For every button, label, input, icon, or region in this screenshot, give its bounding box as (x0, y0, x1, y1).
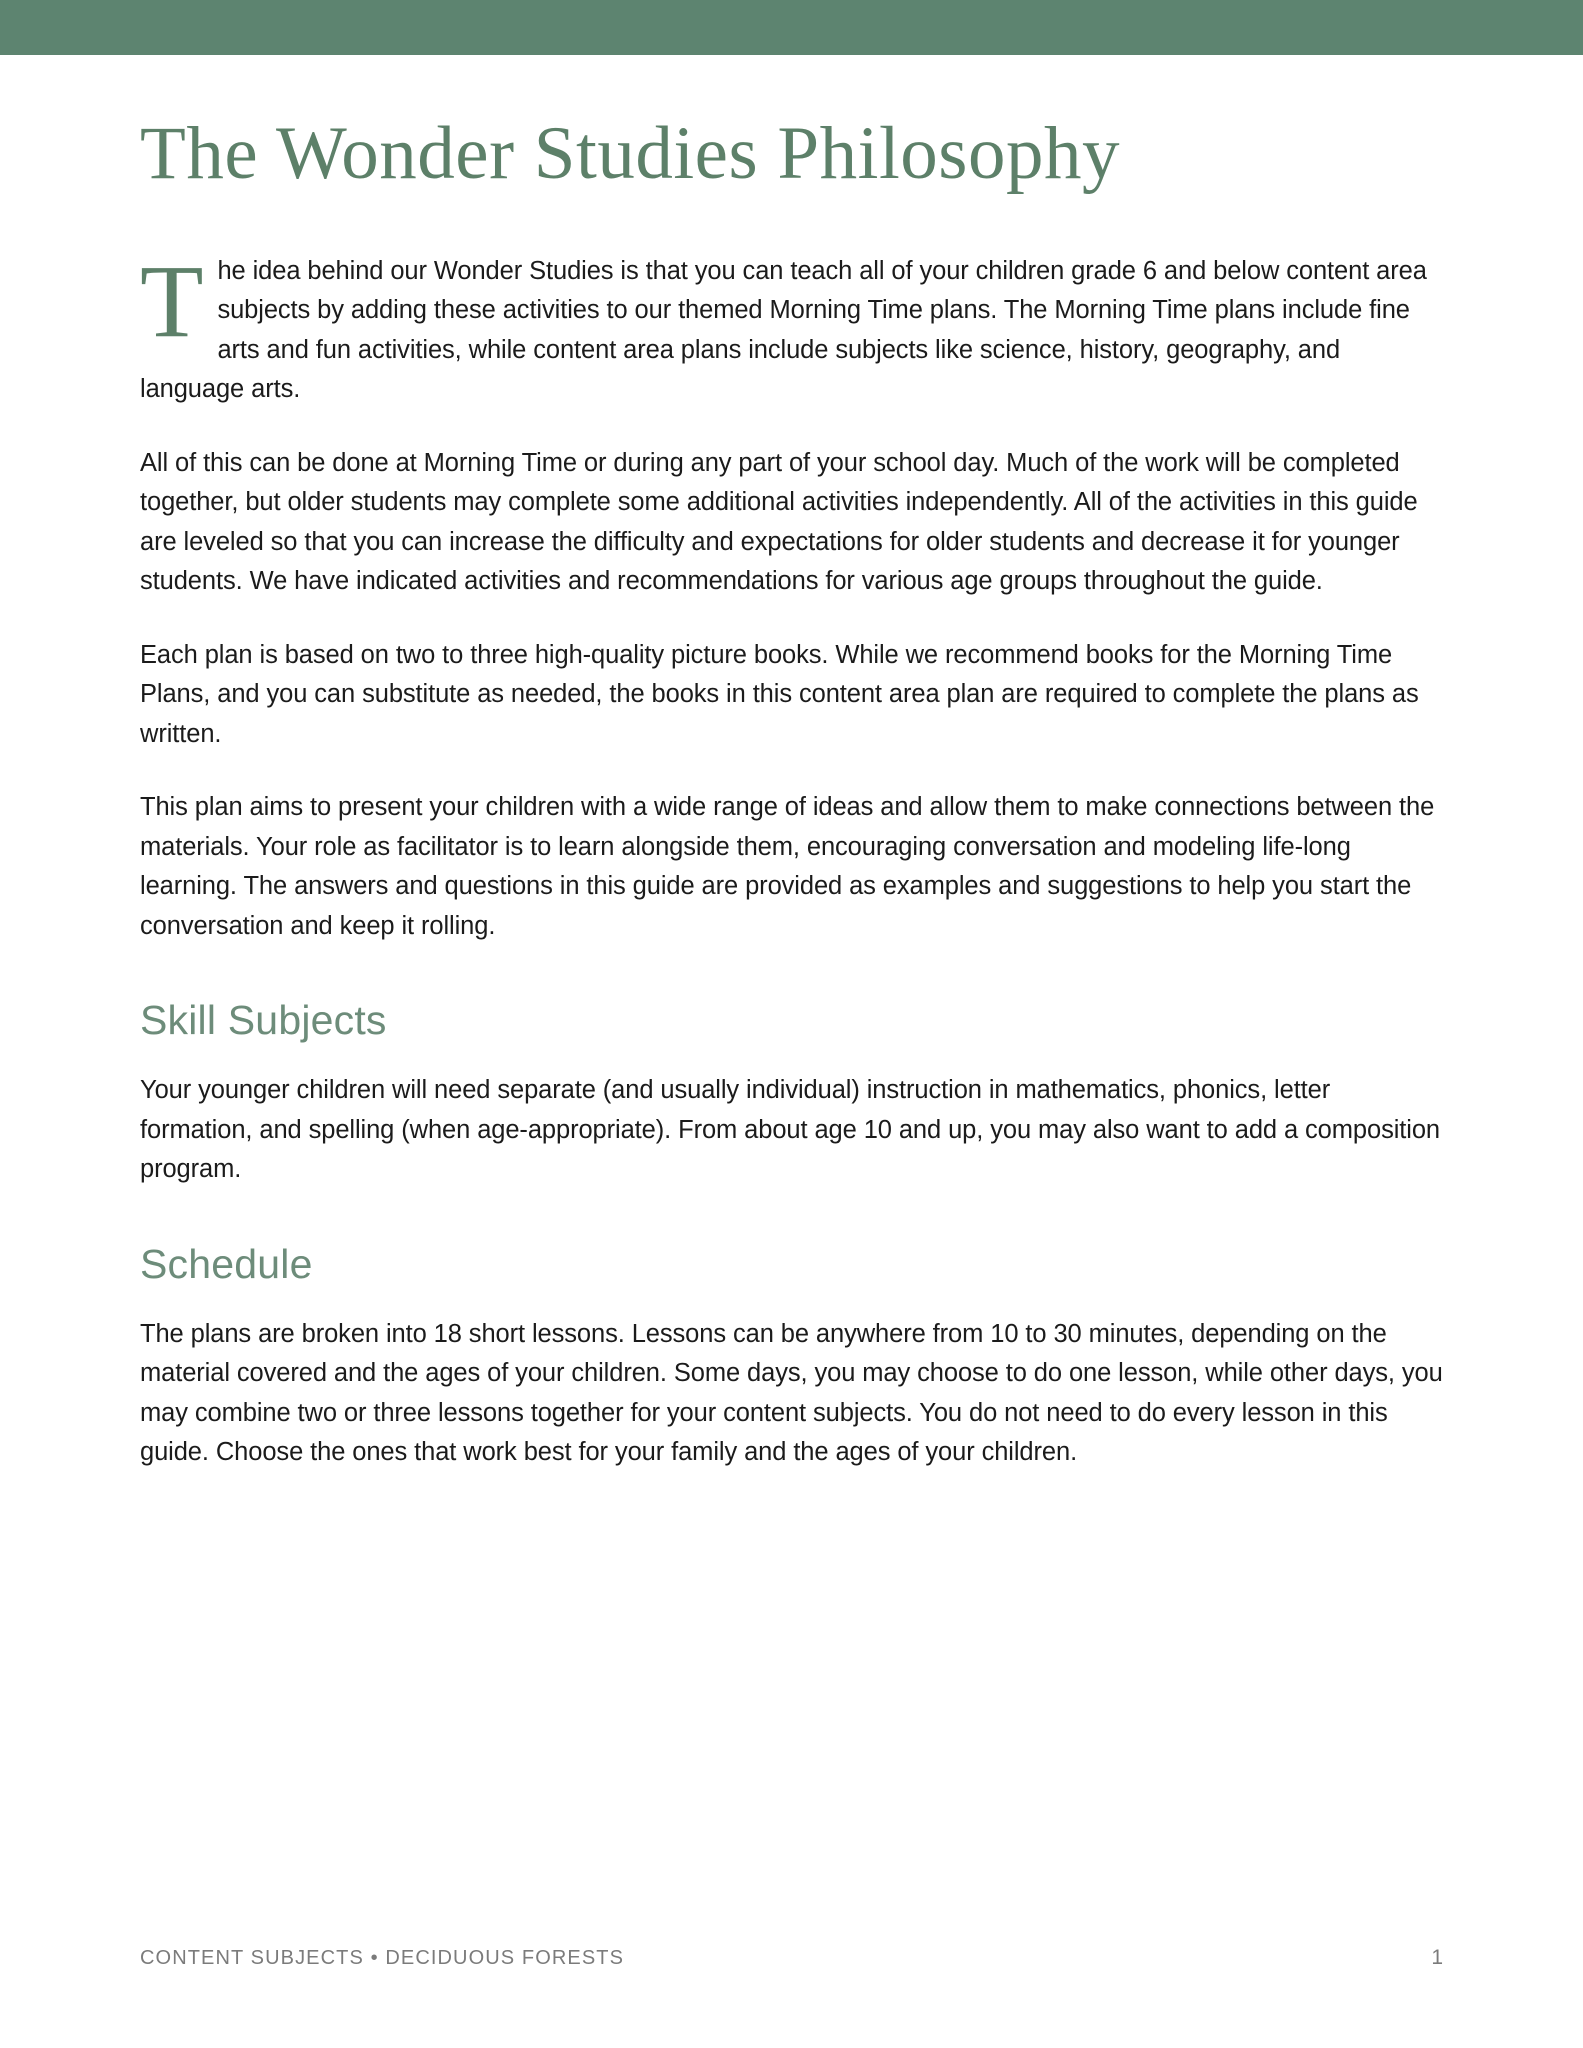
paragraph-4: This plan aims to present your children with a wide range of ideas and allow them to make connections between the materials. Your role as facilitator is to learn alongside them, encouraging conversation and modeling life-long learning. The answers and questions in this guide are provided as examples and suggestions to help you start the conversation and keep it rolling. (140, 793, 1435, 940)
page-content (140, 112, 1445, 1507)
document-page (0, 55, 1583, 2048)
intro-paragraph: The idea behind our Wonder Studies is that you can teach all of your children grade 6 and below content area subjects by adding these activities to our themed Morning Time plans. The Morning Time plans include fine arts and fun activities, while content area plans include subjects like science, history, geography, and language arts. (140, 243, 1427, 404)
section-heading-schedule: Schedule (140, 1240, 313, 1287)
top-decorative-band (0, 0, 1583, 55)
footer-document-label: CONTENT SUBJECTS • DECIDUOUS FORESTS (140, 1947, 625, 1969)
paragraph-2: All of this can be done at Morning Time or during any part of your school day. Much of the work will be completed together, but older students may complete some additional activities independently. All of the activities in this guide are leveled so that you can increase the difficulty and expectations for older students and decrease it for younger students. We have indicated activities and recommendations for various age groups throughout the guide. (140, 448, 1418, 596)
section-heading-skill-subjects: Skill Subjects (140, 997, 387, 1044)
paragraph-3: Each plan is based on two to three high-quality picture books. While we recommend books for the Morning Time Plans, and you can substitute as needed, the books in this content area plan are required to complete the plans as written. (140, 640, 1419, 748)
skill-subjects-body: Your younger children will need separate (and usually individual) instruction in mathematics, phonics, letter formation, and spelling (when age-appropriate). From about age 10 and up, you may also want to add a composition program. (140, 1076, 1440, 1184)
page-footer (140, 1946, 1443, 1970)
schedule-body: The plans are broken into 18 short lessons. Lessons can be anywhere from 10 to 30 minutes, depending on the material covered and the ages of your children. Some days, you may choose to do one lesson, while other days, you may combine two or three lessons together for your content subjects. You do not need to do every lesson in this guide. Choose the ones that work best for your family and the ages of your children. (140, 1319, 1443, 1467)
page-title: The Wonder Studies Philosophy (140, 112, 1120, 195)
footer-page-number: 1 (1431, 1946, 1443, 1969)
